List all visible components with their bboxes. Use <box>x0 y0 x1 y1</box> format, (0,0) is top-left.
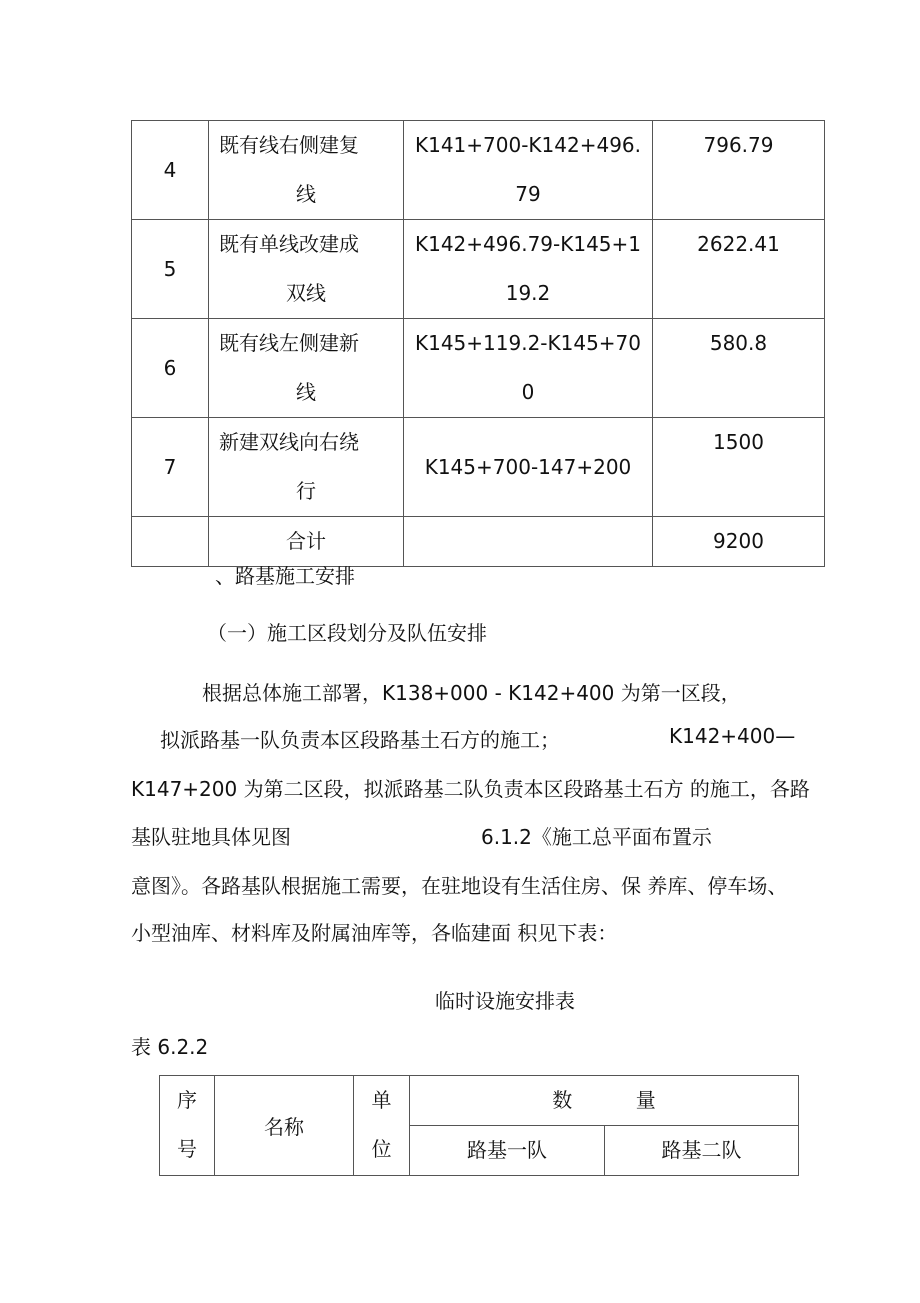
paragraph-line-6: 小型油库、材料库及附属油库等，各临建面 积见下表： <box>131 921 618 945</box>
section-name-line1: 既有线右侧建复 <box>219 133 359 157</box>
section-name <box>209 418 404 517</box>
table-row <box>132 220 825 319</box>
section-length <box>653 220 825 319</box>
temporary-facilities-table <box>159 1075 799 1176</box>
row-number: 4 <box>132 121 209 220</box>
section-length-value: 1500 <box>713 430 764 454</box>
section-name-line1: 既有线左侧建新 <box>219 331 359 355</box>
section-name-line1: 既有单线改建成 <box>219 232 359 256</box>
total-row <box>132 517 825 567</box>
section-name-line2: 双线 <box>286 281 326 305</box>
section-name-line2: 线 <box>296 380 316 404</box>
section-length-value: 580.8 <box>709 331 768 355</box>
row-number: 5 <box>132 220 209 319</box>
paragraph-line-5: 意图》。各路基队根据施工需要，在驻地设有生活住房、保 养库、停车场、 <box>131 874 788 898</box>
section-length-table <box>131 120 825 567</box>
section-heading: 、路基施工安排 <box>215 564 355 588</box>
paragraph-line-3: K147+200 为第二区段，拟派路基二队负责本区段路基土石方 的施工，各路 <box>131 777 810 801</box>
empty-cell <box>132 517 209 567</box>
mileage-range <box>404 418 653 517</box>
col-header-no <box>160 1076 215 1176</box>
table-row <box>132 319 825 418</box>
mileage-range-line1: K142+496.79-K145+1 <box>414 232 641 256</box>
mileage-range <box>404 319 653 418</box>
header-row <box>160 1076 799 1126</box>
section-name <box>209 220 404 319</box>
section-name-line2: 行 <box>296 479 316 503</box>
row-number: 7 <box>132 418 209 517</box>
section-length <box>653 319 825 418</box>
col-header-quantity: 数 量 <box>410 1076 799 1126</box>
col-header-name: 名称 <box>215 1076 354 1176</box>
mileage-range-line1: K141+700-K142+496. <box>414 133 641 157</box>
mileage-range <box>404 121 653 220</box>
empty-cell <box>404 517 653 567</box>
table-row <box>132 418 825 517</box>
table-number: 表 6.2.2 <box>131 1035 209 1059</box>
section-name <box>209 121 404 220</box>
col-header-unit-line1: 单 <box>371 1088 392 1112</box>
mileage-range-line1: K145+700-147+200 <box>424 455 632 479</box>
mileage-range-line1: K145+119.2-K145+70 <box>414 331 641 355</box>
mileage-range <box>404 220 653 319</box>
col-header-no-line2: 号 <box>177 1137 197 1161</box>
table-title: 临时设施安排表 <box>435 989 575 1013</box>
paragraph-line-4a: 基队驻地具体见图 <box>131 825 291 849</box>
mileage-range-line2: 79 <box>515 182 541 206</box>
col-header-unit-line2: 位 <box>371 1137 392 1161</box>
subsection-heading: （一）施工区段划分及队伍安排 <box>207 621 487 645</box>
section-length-value: 2622.41 <box>697 232 780 256</box>
total-length: 9200 <box>713 529 764 553</box>
paragraph-line-4b: 6.1.2《施工总平面布置示 <box>481 825 712 849</box>
paragraph-line-1: 根据总体施工部署，K138+000 - K142+400 为第一区段， <box>202 681 741 705</box>
col-header-team2: 路基二队 <box>605 1126 799 1176</box>
paragraph-line-2b: K142+400— <box>669 724 796 748</box>
total-label-cell <box>209 517 404 567</box>
col-header-unit <box>354 1076 410 1176</box>
row-number: 6 <box>132 319 209 418</box>
col-header-no-line1: 序 <box>177 1088 197 1112</box>
paragraph-line-2a: 拟派路基一队负责本区段路基土石方的施工； <box>160 728 560 752</box>
section-name <box>209 319 404 418</box>
col-header-team1: 路基一队 <box>410 1126 605 1176</box>
section-length-value: 796.79 <box>703 133 774 157</box>
mileage-range-line2: 0 <box>521 380 535 404</box>
table-row <box>132 121 825 220</box>
total-length-cell <box>653 517 825 567</box>
total-label: 合计 <box>286 529 326 553</box>
section-length <box>653 121 825 220</box>
mileage-range-line2: 19.2 <box>505 281 551 305</box>
section-name-line2: 线 <box>296 182 316 206</box>
section-name-line1: 新建双线向右绕 <box>219 430 359 454</box>
section-length <box>653 418 825 517</box>
